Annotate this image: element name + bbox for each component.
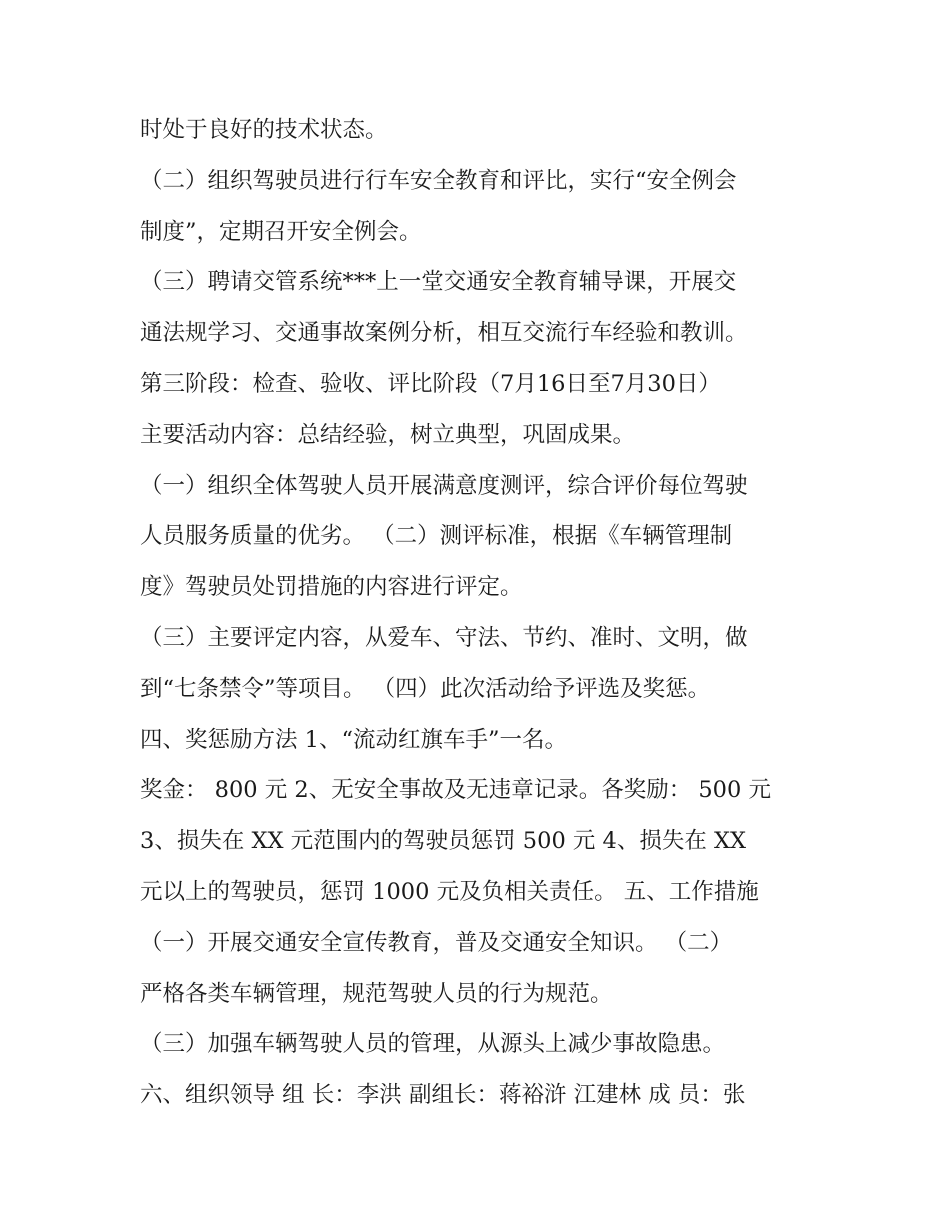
text-line: 3、损失在 XX 元范围内的驾驶员惩罚 500 元 4、损失在 XX xyxy=(140,828,747,855)
text-line: 元以上的驾驶员，惩罚 1000 元及负相关责任。 五、工作措施 xyxy=(140,878,759,905)
text-line: （三）聘请交管系统***上一堂交通安全教育辅导课，开展交 xyxy=(140,269,737,296)
text-line: 第三阶段：检查、验收、评比阶段（7月16日至7月30日） xyxy=(140,370,721,397)
text-line: 六、组织领导 组 长：李洪 副组长：蒋裕浒 江建林 成 员：张 xyxy=(140,1082,746,1109)
text-line: 到“七条禁令”等项目。 （四）此次活动给予评选及奖惩。 xyxy=(140,675,711,702)
text-line: （二）组织驾驶员进行行车安全教育和评比，实行“安全例会 xyxy=(140,167,737,194)
text-line: 严格各类车辆管理，规范驾驶人员的行为规范。 xyxy=(140,980,613,1007)
text-line: 主要活动内容：总结经验，树立典型，巩固成果。 xyxy=(140,421,636,448)
text-line: 人员服务质量的优劣。 （二）测评标准，根据《车辆管理制 xyxy=(140,523,733,550)
text-line: 奖金： 800 元 2、无安全事故及无违章记录。各奖励： 500 元 xyxy=(140,777,771,804)
text-line: （三）加强车辆驾驶人员的管理，从源头上减少事故隐患。 xyxy=(140,1031,726,1058)
text-line: 通法规学习、交通事故案例分析，相互交流行车经验和教训。 xyxy=(140,320,748,347)
text-line: 时处于良好的技术状态。 xyxy=(140,117,388,143)
text-line: 制度”，定期召开安全例会。 xyxy=(140,218,422,245)
text-line: （一）组织全体驾驶人员开展满意度测评，综合评价每位驾驶 xyxy=(140,472,748,499)
text-line: （一）开展交通安全宣传教育，普及交通安全知识。 （二） xyxy=(140,929,733,956)
text-line: 四、奖惩励方法 1、“流动红旗车手”一名。 xyxy=(140,726,567,753)
text-line: （三）主要评定内容，从爱车、守法、节约、准时、文明，做 xyxy=(140,624,748,651)
text-line: 度》驾驶员处罚措施的内容进行评定。 xyxy=(140,574,523,601)
document-body xyxy=(140,105,820,1121)
